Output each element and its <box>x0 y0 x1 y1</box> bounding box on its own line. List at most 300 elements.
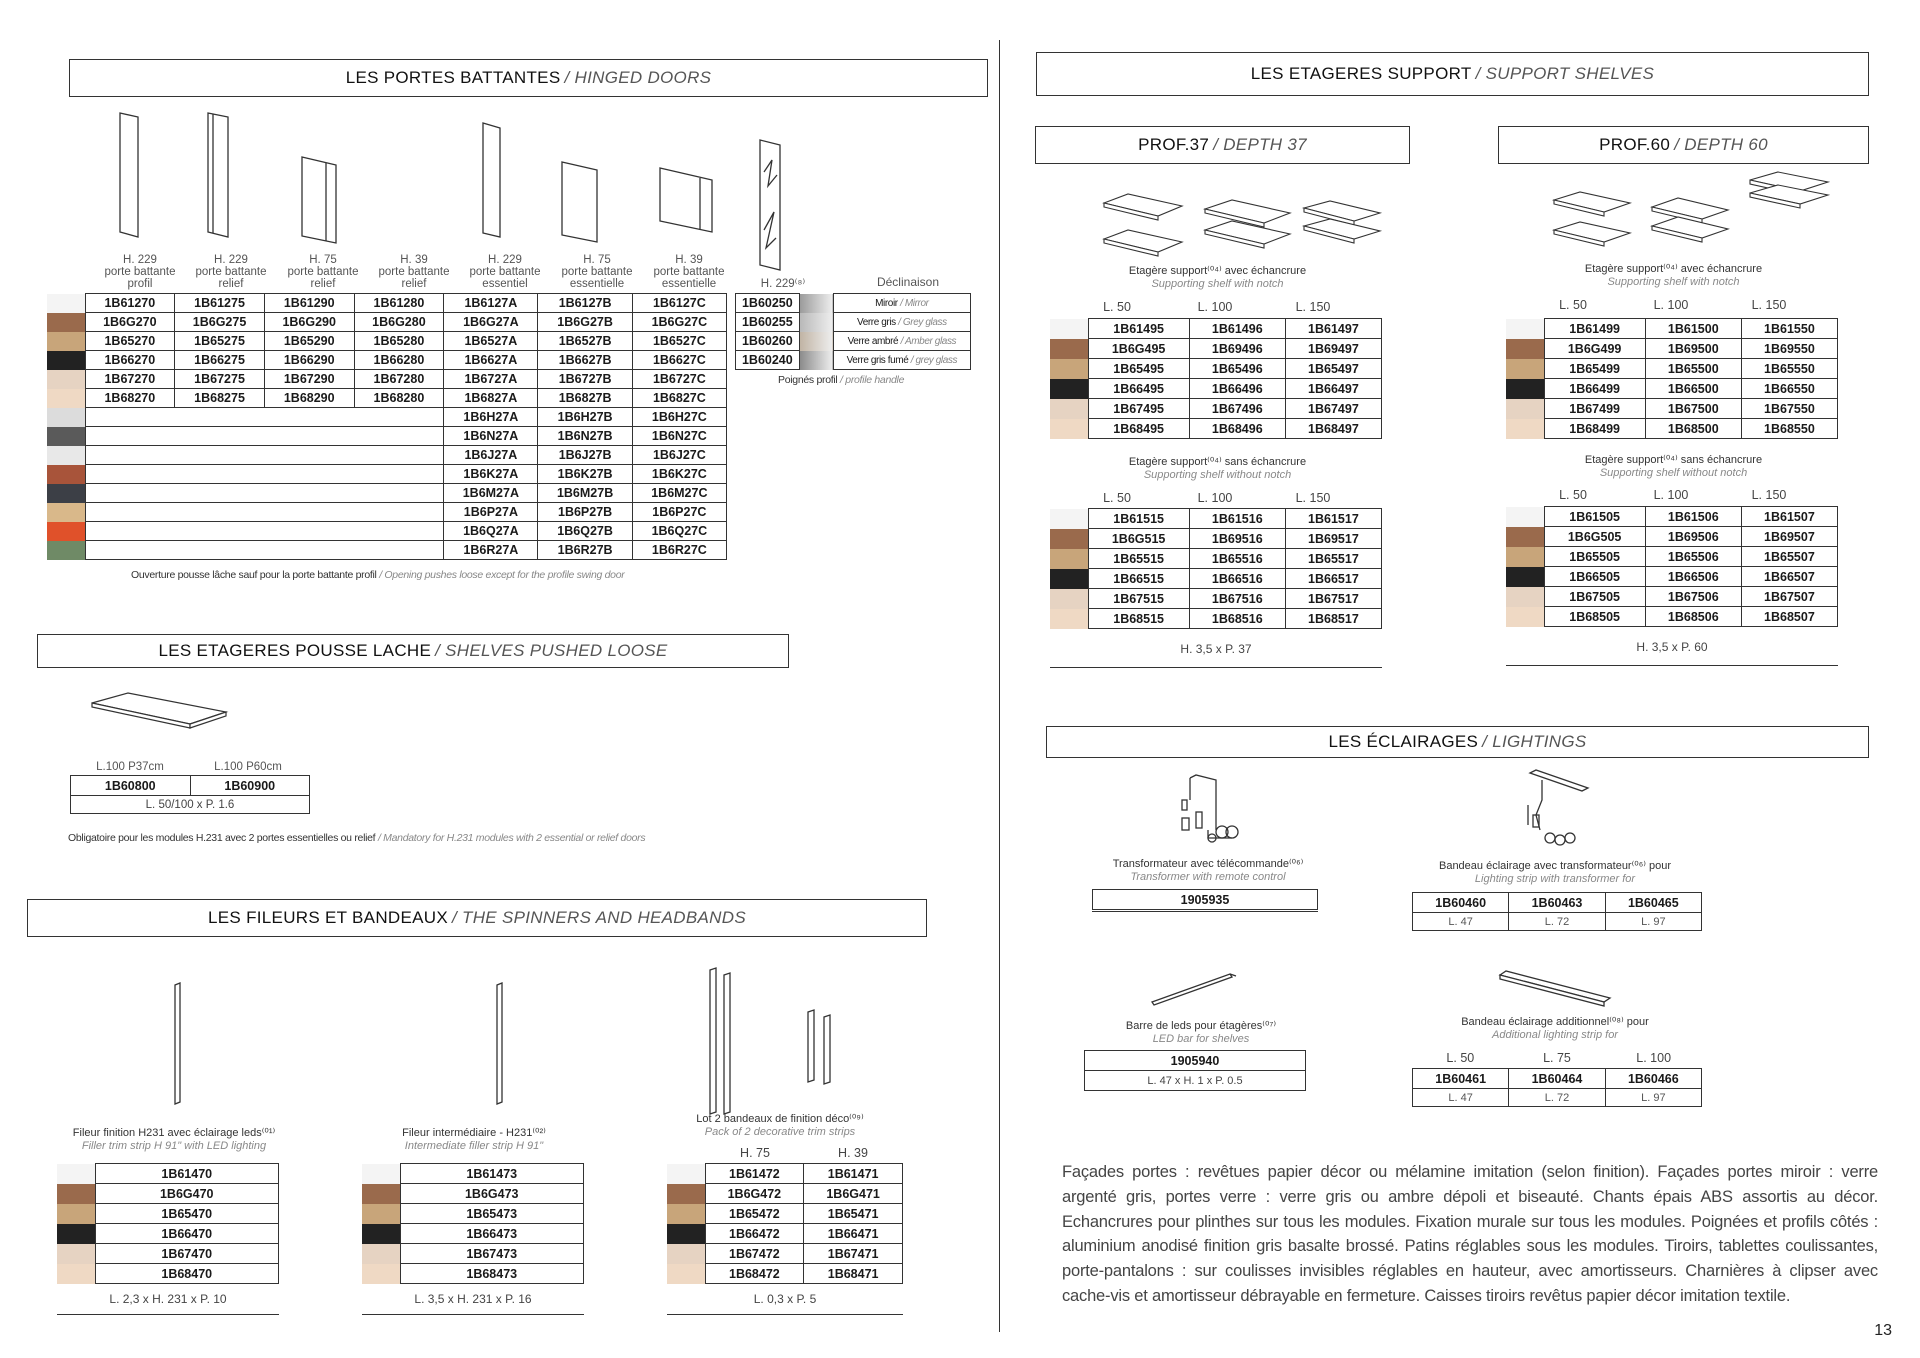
column-header: L. 50 <box>1103 300 1131 314</box>
product-code: 1B6G270 <box>85 313 175 332</box>
product-code: 1B68500 <box>1645 419 1741 439</box>
product-code: 1B68517 <box>1285 609 1381 629</box>
spinners-heading: LES FILEURS ET BANDEAUX / THE SPINNERS AND HEADBANDS <box>27 899 927 937</box>
product-code: 1B6K27B <box>538 465 632 484</box>
product-code: 1B6R27A <box>444 541 538 560</box>
product-code: 1B66517 <box>1285 569 1381 589</box>
product-code: 1B68516 <box>1189 609 1285 629</box>
product-code: 1B65496 <box>1189 359 1285 379</box>
product-code: 1B67270 <box>85 370 175 389</box>
finish-swatch <box>57 1184 95 1204</box>
product-code: 1B67472 <box>705 1244 804 1264</box>
opening-note: Ouverture pousse lâche sauf pour la porte battante profil / Opening pushes loose except for the profile swing door <box>131 569 625 581</box>
product-code: 1B66280 <box>354 351 444 370</box>
product-code: 1B68505 <box>1544 607 1645 627</box>
hinged-col-variant: relief <box>401 278 427 290</box>
description-paragraph: Façades portes : revêtues papier décor ou mélamine imitation (selon finition). Façades portes miroir : verre argenté gris, portes verre : verre gris ou ambre dépoli et biseauté. Chants épais ABS assortis au décor. Echancrures pour plinthes sur tous les modules. Fixation murale sur tous les modules. Poignées et profils côtés : aluminium anodisé finition gris basalte brossé. Patins réglables sous les modules. Tiroirs, tablettes coulissantes, porte-pantalons : sur coulisses invisibles réglables en hauteur, avec amortisseurs. Charnières à clipser avec cache-vis et amortisseur débrayable en fermeture. Caisses tiroirs revêtus papier décor imitation textile. <box>1062 1163 1878 1305</box>
product-code: 1B6G495 <box>1088 339 1189 359</box>
product-code: 1B61516 <box>1189 509 1285 529</box>
glass-label-fr: Miroir <box>875 297 901 309</box>
product-code: 1B68473 <box>400 1264 584 1284</box>
product-code: 1B61515 <box>1088 509 1189 529</box>
product-code: 1B65550 <box>1741 359 1837 379</box>
finish-swatch <box>667 1264 705 1284</box>
product-code: 1B60260 <box>736 332 800 351</box>
support-shelves-heading: LES ETAGERES SUPPORT / SUPPORT SHELVES <box>1036 52 1869 96</box>
trim-strips-table <box>667 1163 903 1284</box>
depth37-heading: PROF.37 / DEPTH 37 <box>1035 126 1410 164</box>
table-row <box>667 1264 903 1284</box>
filler-intermediate-dim: L. 3,5 x H. 231 x P. 16 <box>414 1292 532 1306</box>
loose-col-2: L.100 P60cm <box>214 761 282 773</box>
product-code: 1B6J27A <box>444 446 538 465</box>
product-code: 1B61507 <box>1741 507 1837 527</box>
handle-note: Poignés profil / profile handle <box>778 374 905 386</box>
product-code: 1B6K27C <box>632 465 726 484</box>
column-header: L. 150 <box>1295 491 1331 505</box>
product-code: 1B66507 <box>1741 567 1837 587</box>
hinged-col-height: H. 39 <box>400 254 428 266</box>
transformer-drawing <box>1182 775 1238 842</box>
product-code: 1B66496 <box>1189 379 1285 399</box>
product-code: 1B61290 <box>264 294 354 313</box>
hinged-col-height: H. 75 <box>309 254 337 266</box>
hinged-col-type: porte battante <box>287 266 359 278</box>
hinged-col-variant: profil <box>127 278 153 290</box>
transformer-table <box>1092 889 1318 910</box>
product-code: 1B69500 <box>1645 339 1741 359</box>
table-row <box>362 1244 584 1264</box>
product-code: 1B6P27A <box>444 503 538 522</box>
product-code: 1B66505 <box>1544 567 1645 587</box>
product-code: 1B68470 <box>95 1264 279 1284</box>
finish-swatch <box>57 1224 95 1244</box>
product-code: 1B65499 <box>1544 359 1645 379</box>
product-code: 1B66472 <box>705 1224 804 1244</box>
product-code: 1B69497 <box>1285 339 1381 359</box>
transformer-caption: Transformateur avec télécommande⁽⁰⁶⁾ Transformer with remote control <box>1112 858 1304 883</box>
hinged-col-type: porte battante <box>469 266 541 278</box>
product-code: 1B6G280 <box>354 313 444 332</box>
product-code: 1B69496 <box>1189 339 1285 359</box>
column-header: L. 75 <box>1543 1051 1571 1065</box>
product-code: 1B69506 <box>1645 527 1741 547</box>
product-code: 1B66270 <box>85 351 175 370</box>
product-code: 1B60463 <box>1509 893 1605 913</box>
loose-code-2: 1B60900 <box>190 776 310 796</box>
product-code: 1B6G499 <box>1544 339 1645 359</box>
product-code: 1B67280 <box>354 370 444 389</box>
hinged-col-height: H. 39 <box>675 254 703 266</box>
d37-notch-caption: Etagère support⁽⁰⁴⁾ avec échancrure Supporting shelf with notch <box>1128 265 1307 290</box>
glass-label-en: / Mirror <box>900 297 929 309</box>
product-code: 1B6J27C <box>632 446 726 465</box>
led-bar-code: 1905940 <box>1085 1051 1306 1071</box>
product-code: 1B65472 <box>705 1204 804 1224</box>
product-code: 1B61270 <box>85 294 175 313</box>
product-code: 1B6Q27B <box>538 522 632 541</box>
product-code: 1B6Q27A <box>444 522 538 541</box>
product-code: 1B61497 <box>1285 319 1381 339</box>
product-code: 1B60465 <box>1605 893 1701 913</box>
filler-led-caption: Fileur finition H231 avec éclairage leds⁽⁰¹⁾ Filler trim strip H 91" with LED lighting <box>72 1127 276 1152</box>
product-code: 1B6H27A <box>444 408 538 427</box>
product-code: 1B61499 <box>1544 319 1645 339</box>
finish-swatch <box>667 1244 705 1264</box>
product-code: 1B60464 <box>1509 1069 1605 1089</box>
trim-col-1: H. 75 <box>740 1146 770 1160</box>
product-code: 1B6G473 <box>400 1184 584 1204</box>
product-code: 1B67290 <box>264 370 354 389</box>
product-code: 1B61472 <box>705 1164 804 1184</box>
product-code: 1B6P27C <box>632 503 726 522</box>
table-row <box>57 1224 279 1244</box>
product-code: 1B68275 <box>175 389 265 408</box>
finish-swatch <box>667 1204 705 1224</box>
finish-swatch <box>362 1264 400 1284</box>
glass-label-fr: Verre gris fumé <box>846 354 911 366</box>
finish-swatch <box>362 1224 400 1244</box>
dimension-cell: L. 72 <box>1509 1089 1605 1107</box>
product-code: 1B66506 <box>1645 567 1741 587</box>
product-code: 1B68499 <box>1544 419 1645 439</box>
product-code: 1B68496 <box>1189 419 1285 439</box>
column-header: L. 50 <box>1559 298 1587 312</box>
table-row <box>57 1204 279 1224</box>
finish-swatch <box>667 1224 705 1244</box>
product-code: 1B66290 <box>264 351 354 370</box>
loose-code-1: 1B60800 <box>71 776 191 796</box>
product-code: 1B66550 <box>1741 379 1837 399</box>
product-code: 1B61473 <box>400 1164 584 1184</box>
product-code: 1B67500 <box>1645 399 1741 419</box>
lighting-strip-drawing <box>1528 770 1588 845</box>
hinged-col-variant: essentiel <box>482 278 528 290</box>
product-code: 1B65290 <box>264 332 354 351</box>
product-code: 1B6G471 <box>804 1184 903 1204</box>
glass-label-fr: Verre gris <box>856 316 899 328</box>
product-code: 1B6R27C <box>632 541 726 560</box>
product-code: 1B67507 <box>1741 587 1837 607</box>
page-number: 13 <box>1874 1322 1892 1339</box>
column-header: L. 100 <box>1636 1051 1672 1065</box>
transformer-code: 1905935 <box>1093 890 1318 910</box>
product-code: 1B67497 <box>1285 399 1381 419</box>
product-code: 1B6R27B <box>538 541 632 560</box>
hinged-col-type: porte battante <box>561 266 633 278</box>
dimension-cell: L. 47 <box>1413 1089 1509 1107</box>
product-code: 1B6527A <box>444 332 538 351</box>
product-code: 1B6M27C <box>632 484 726 503</box>
finish-swatch <box>57 1204 95 1224</box>
additional-strip-table <box>1412 1068 1702 1107</box>
table-row <box>57 1264 279 1284</box>
lighting-strip-table <box>1412 892 1702 931</box>
dimension-cell: L. 97 <box>1605 913 1701 931</box>
trim-col-2: H. 39 <box>838 1146 868 1160</box>
product-code: 1B67275 <box>175 370 265 389</box>
product-code: 1B6627A <box>444 351 538 370</box>
product-code: 1B66497 <box>1285 379 1381 399</box>
product-code: 1B65280 <box>354 332 444 351</box>
column-header: L. 100 <box>1197 300 1233 314</box>
table-row <box>1413 913 1702 931</box>
product-code: 1B67470 <box>95 1244 279 1264</box>
glass-label-fr: Verre ambré <box>847 335 901 347</box>
product-code: 1B6G505 <box>1544 527 1645 547</box>
depth60-heading: PROF.60 / DEPTH 60 <box>1498 126 1869 164</box>
product-code: 1B65505 <box>1544 547 1645 567</box>
product-code: 1B66275 <box>175 351 265 370</box>
table-row <box>57 1184 279 1204</box>
product-code: 1B6G290 <box>264 313 354 332</box>
product-code: 1B67550 <box>1741 399 1837 419</box>
product-code: 1B6H27C <box>632 408 726 427</box>
finish-swatch <box>362 1244 400 1264</box>
product-code: 1B61471 <box>804 1164 903 1184</box>
product-code: 1B6N27C <box>632 427 726 446</box>
table-row <box>362 1164 584 1184</box>
hinged-col-type: porte battante <box>104 266 176 278</box>
dimension-cell: L. 97 <box>1605 1089 1701 1107</box>
table-row <box>667 1244 903 1264</box>
product-code: 1B66470 <box>95 1224 279 1244</box>
product-code: 1B6827B <box>538 389 632 408</box>
table-row <box>57 1164 279 1184</box>
product-code: 1B65497 <box>1285 359 1381 379</box>
table-row <box>362 1184 584 1204</box>
column-header: L. 50 <box>1559 488 1587 502</box>
additional-strip-drawing <box>1500 971 1610 1006</box>
product-code: 1B6G515 <box>1088 529 1189 549</box>
led-bar-drawing <box>1152 974 1236 1005</box>
product-code: 1B65500 <box>1645 359 1741 379</box>
product-code: 1B61275 <box>175 294 265 313</box>
table-row <box>1413 1089 1702 1107</box>
product-code: 1B6127B <box>538 294 632 313</box>
product-code: 1B6127A <box>444 294 538 313</box>
product-code: 1B65507 <box>1741 547 1837 567</box>
product-code: 1B6127C <box>632 294 726 313</box>
column-header: L. 150 <box>1295 300 1331 314</box>
product-code: 1B6527C <box>632 332 726 351</box>
table-row <box>362 1264 584 1284</box>
product-code: 1B67471 <box>804 1244 903 1264</box>
product-code: 1B68290 <box>264 389 354 408</box>
d60-dim: H. 3,5 x P. 60 <box>1636 640 1708 654</box>
product-code: 1B61500 <box>1645 319 1741 339</box>
trim-strips-caption: Lot 2 bandeaux de finition déco⁽⁰⁹⁾ Pack of 2 decorative trim strips <box>696 1113 864 1138</box>
product-code: 1B60250 <box>736 294 800 313</box>
hinged-col-variant: relief <box>218 278 244 290</box>
finish-swatch <box>362 1184 400 1204</box>
product-code: 1B65473 <box>400 1204 584 1224</box>
filler-intermediate-table <box>362 1163 584 1284</box>
dimension-cell: L. 47 <box>1413 913 1509 931</box>
hinged-col-height: H. 229 <box>488 254 522 266</box>
loose-shelves-heading: LES ETAGERES POUSSE LACHE / SHELVES PUSHED LOOSE <box>37 634 789 668</box>
column-header: L. 100 <box>1653 298 1689 312</box>
glass-label-en: / Amber glass <box>900 335 957 347</box>
table-row <box>667 1204 903 1224</box>
product-code: 1B60466 <box>1605 1069 1701 1089</box>
lighting-strip-caption: Bandeau éclairage avec transformateur⁽⁰⁶⁾ pour Lighting strip with transformer for <box>1438 860 1672 885</box>
product-code: 1B6M27A <box>444 484 538 503</box>
led-bar-caption: Barre de leds pour étagères⁽⁰⁷⁾ LED bar for shelves <box>1125 1020 1277 1045</box>
declinaison-label: Déclinaison <box>876 275 940 289</box>
product-code: 1B6H27B <box>538 408 632 427</box>
product-code: 1B6G470 <box>95 1184 279 1204</box>
finish-swatch <box>57 1244 95 1264</box>
d37-dim: H. 3,5 x P. 37 <box>1180 642 1252 656</box>
dimension-cell: L. 72 <box>1509 913 1605 931</box>
product-code: 1B6727B <box>538 370 632 389</box>
product-code: 1B6G27B <box>538 313 632 332</box>
product-code: 1B60255 <box>736 313 800 332</box>
hinged-col-variant: relief <box>310 278 336 290</box>
product-code: 1B67517 <box>1285 589 1381 609</box>
product-code: 1B6K27A <box>444 465 538 484</box>
product-code: 1B6G27A <box>444 313 538 332</box>
hinged-col-height: H. 229⁽⁸⁾ <box>760 278 806 290</box>
product-code: 1B68506 <box>1645 607 1741 627</box>
glass-label-en: / grey glass <box>910 354 958 366</box>
product-code: 1B61495 <box>1088 319 1189 339</box>
product-code: 1B61506 <box>1645 507 1741 527</box>
table-row <box>1413 893 1702 913</box>
product-code: 1B65471 <box>804 1204 903 1224</box>
finish-swatch <box>362 1164 400 1184</box>
hinged-col-type: porte battante <box>195 266 267 278</box>
product-code: 1B67496 <box>1189 399 1285 419</box>
column-header: L. 50 <box>1103 491 1131 505</box>
product-code: 1B65270 <box>85 332 175 351</box>
product-code: 1B67515 <box>1088 589 1189 609</box>
product-code: 1B6N27B <box>538 427 632 446</box>
product-code: 1B6527B <box>538 332 632 351</box>
led-bar-table <box>1084 1050 1306 1091</box>
product-code: 1B6G275 <box>175 313 265 332</box>
product-code: 1B65515 <box>1088 549 1189 569</box>
product-code: 1B69517 <box>1285 529 1381 549</box>
hinged-col-variant: essentielle <box>569 278 625 290</box>
product-code: 1B68507 <box>1741 607 1837 627</box>
table-row <box>362 1204 584 1224</box>
product-code: 1B66473 <box>400 1224 584 1244</box>
led-bar-dim: L. 47 x H. 1 x P. 0.5 <box>1085 1071 1306 1091</box>
product-code: 1B68497 <box>1285 419 1381 439</box>
d37-nonotch-caption: Etagère support⁽⁰⁴⁾ sans échancrure Supporting shelf without notch <box>1128 456 1307 481</box>
product-code: 1B65506 <box>1645 547 1741 567</box>
product-code: 1B6627B <box>538 351 632 370</box>
product-code: 1B67495 <box>1088 399 1189 419</box>
product-code: 1B61517 <box>1285 509 1381 529</box>
column-header: L. 150 <box>1751 298 1787 312</box>
product-code: 1B66515 <box>1088 569 1189 589</box>
glass-label-en: / Grey glass <box>898 316 947 328</box>
mandatory-note: Obligatoire pour les modules H.231 avec 2 portes essentielles ou relief / Mandatory for H.231 modules with 2 essential or relief doors <box>68 832 646 844</box>
product-code: 1B65275 <box>175 332 265 351</box>
product-code: 1B61496 <box>1189 319 1285 339</box>
loose-dim: L. 50/100 x P. 1.6 <box>71 796 310 814</box>
product-code: 1B6827C <box>632 389 726 408</box>
d60-nonotch-caption: Etagère support⁽⁰⁴⁾ sans échancrure Supporting shelf without notch <box>1584 454 1763 479</box>
product-code: 1B68471 <box>804 1264 903 1284</box>
filler-led-dim: L. 2,3 x H. 231 x P. 10 <box>109 1292 227 1306</box>
finish-swatch <box>667 1164 705 1184</box>
product-code: 1B6Q27C <box>632 522 726 541</box>
hinged-col-type: porte battante <box>653 266 725 278</box>
product-code: 1B6P27B <box>538 503 632 522</box>
filler-intermediate-caption: Fileur intermédiaire - H231⁽⁰²⁾ Intermediate filler strip H 91" <box>402 1127 546 1152</box>
additional-strip-caption: Bandeau éclairage additionnel⁽⁰⁸⁾ pour Additional lighting strip for <box>1461 1016 1649 1041</box>
product-code: 1B6727C <box>632 370 726 389</box>
product-code: 1B65470 <box>95 1204 279 1224</box>
hinged-col-height: H. 75 <box>583 254 611 266</box>
finish-swatch <box>667 1184 705 1204</box>
product-code: 1B69516 <box>1189 529 1285 549</box>
product-code: 1B67499 <box>1544 399 1645 419</box>
product-code: 1B60240 <box>736 351 800 370</box>
product-code: 1B61280 <box>354 294 444 313</box>
column-header: L. 50 <box>1446 1051 1475 1065</box>
product-code: 1B61470 <box>95 1164 279 1184</box>
product-code: 1B66495 <box>1088 379 1189 399</box>
product-code: 1B6827A <box>444 389 538 408</box>
product-code: 1B67516 <box>1189 589 1285 609</box>
product-code: 1B68270 <box>85 389 175 408</box>
product-code: 1B67473 <box>400 1244 584 1264</box>
column-header: L. 150 <box>1751 488 1787 502</box>
hinged-col-variant: essentielle <box>661 278 717 290</box>
finish-swatch <box>57 1164 95 1184</box>
product-code: 1B65517 <box>1285 549 1381 569</box>
product-code: 1B65495 <box>1088 359 1189 379</box>
hinged-doors-heading: LES PORTES BATTANTES / HINGED DOORS <box>69 59 988 97</box>
product-code: 1B66500 <box>1645 379 1741 399</box>
hinged-col-type: porte battante <box>378 266 450 278</box>
hinged-col-height: H. 229 <box>123 254 157 266</box>
table-row <box>57 1244 279 1264</box>
column-header: L. 100 <box>1653 488 1689 502</box>
trim-strips-dim: L. 0,3 x P. 5 <box>753 1292 817 1306</box>
product-code: 1B68472 <box>705 1264 804 1284</box>
product-code: 1B6727A <box>444 370 538 389</box>
product-code: 1B69507 <box>1741 527 1837 547</box>
product-code: 1B69550 <box>1741 339 1837 359</box>
lightings-heading: LES ÉCLAIRAGES / LIGHTINGS <box>1046 726 1869 758</box>
product-code: 1B6M27B <box>538 484 632 503</box>
product-code: 1B6627C <box>632 351 726 370</box>
product-code: 1B66516 <box>1189 569 1285 589</box>
product-code: 1B66471 <box>804 1224 903 1244</box>
filler-led-table <box>57 1163 279 1284</box>
product-code: 1B6G27C <box>632 313 726 332</box>
table-row <box>667 1184 903 1204</box>
table-row <box>667 1224 903 1244</box>
product-code: 1B68495 <box>1088 419 1189 439</box>
product-code: 1B6N27A <box>444 427 538 446</box>
product-code: 1B61550 <box>1741 319 1837 339</box>
finish-swatch <box>57 1264 95 1284</box>
product-code: 1B61505 <box>1544 507 1645 527</box>
d60-notch-caption: Etagère support⁽⁰⁴⁾ avec échancrure Supporting shelf with notch <box>1584 263 1763 288</box>
product-code: 1B60461 <box>1413 1069 1509 1089</box>
product-code: 1B60460 <box>1413 893 1509 913</box>
product-code: 1B68280 <box>354 389 444 408</box>
product-code: 1B68550 <box>1741 419 1837 439</box>
finish-swatch <box>362 1204 400 1224</box>
